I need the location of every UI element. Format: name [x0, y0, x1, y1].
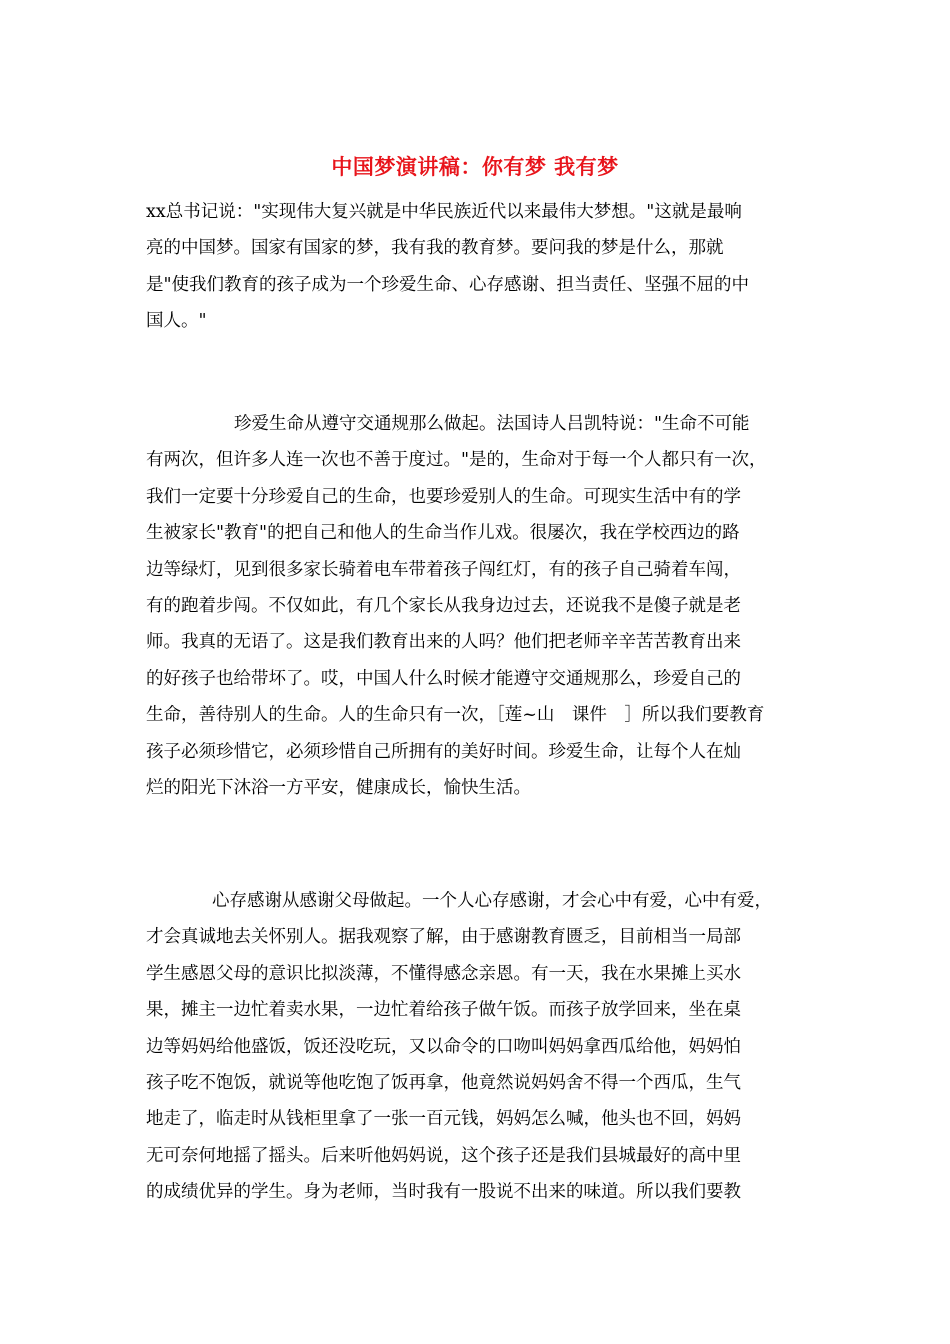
- paragraph-line: 地走了，临走时从钱柜里拿了一张一百元钱，妈妈怎么喊，他头也不回，妈妈: [146, 1109, 741, 1130]
- paragraph-line: 的成绩优异的学生。身为老师，当时我有一股说不出来的味道。所以我们要教: [146, 1182, 741, 1203]
- paragraph-line: 烂的阳光下沐浴一方平安，健康成长，愉快生活。: [146, 777, 531, 798]
- paragraph-line: 生被家长"教育"的把自己和他人的生命当作儿戏。很屡次，我在学校西边的路: [146, 523, 740, 544]
- paragraph-line: 国人。": [146, 311, 207, 332]
- paragraph-line: xx总书记说："实现伟大复兴就是中华民族近代以来最伟大梦想。"这就是最响: [146, 202, 742, 222]
- paragraph-line: 师。我真的无语了。这是我们教育出来的人吗？他们把老师辛辛苦苦教育出来: [146, 632, 741, 653]
- paragraph-line: 孩子吃不饱饭，就说等他吃饱了饭再拿，他竟然说妈妈舍不得一个西瓜，生气: [146, 1072, 741, 1093]
- paragraph-line: 我们一定要十分珍爱自己的生命，也要珍爱别人的生命。可现实生活中有的学: [146, 486, 741, 507]
- paragraph-line: 珍爱生命从遵守交通规那么做起。法国诗人吕凯特说："生命不可能: [234, 414, 750, 434]
- paragraph-line: 有的跑着步闯。不仅如此，有几个家长从我身边过去，还说我不是傻子就是老: [146, 595, 741, 616]
- paragraph-line: 边等妈妈给他盛饭，饭还没吃玩，又以命令的口吻叫妈妈拿西瓜给他，妈妈怕: [146, 1036, 741, 1057]
- paragraph-line: 无可奈何地摇了摇头。后来听他妈妈说，这个孩子还是我们县城最好的高中里: [146, 1145, 741, 1166]
- paragraph-cherish-life: [146, 406, 811, 806]
- paragraph-line: 是"使我们教育的孩子成为一个珍爱生命、心存感谢、担当责任、坚强不屈的中: [146, 274, 750, 295]
- paragraph-chinese-dream: [146, 194, 811, 340]
- paragraph-line: 果，摊主一边忙着卖水果，一边忙着给孩子做午饭。而孩子放学回来，坐在桌: [146, 1000, 741, 1021]
- paragraph-line: 才会真诚地去关怀别人。据我观察了解，由于感谢教育匮乏，目前相当一局部: [146, 927, 741, 948]
- paragraph-gratitude: [146, 883, 811, 1211]
- paragraph-line: 边等绿灯，见到很多家长骑着电车带着孩子闯红灯，有的孩子自己骑着车闯，: [146, 559, 741, 580]
- paragraph-line: 孩子必须珍惜它，必须珍惜自己所拥有的美好时间。珍爱生命，让每个人在灿: [146, 741, 741, 762]
- document-title: 中国梦演讲稿：你有梦 我有梦: [331, 154, 619, 179]
- paragraph-line: 有两次，但许多人连一次也不善于度过。"是的，生命对于每一个人都只有一次，: [146, 450, 767, 471]
- paragraph-line: 生命，善待别人的生命。人的生命只有一次，［莲~山 课件 ］所以我们要教育: [146, 705, 765, 726]
- paragraph-line: 心存感谢从感谢父母做起。一个人心存感谢，才会心中有爱，心中有爱，: [212, 891, 772, 911]
- paragraph-line: 学生感恩父母的意识比拟淡薄，不懂得感念亲恩。有一天，我在水果摊上买水: [146, 963, 741, 984]
- paragraph-line: 的好孩子也给带坏了。哎，中国人什么时候才能遵守交通规那么，珍爱自己的: [146, 668, 741, 689]
- paragraph-line: 亮的中国梦。国家有国家的梦，我有我的教育梦。要问我的梦是什么，那就: [146, 238, 724, 259]
